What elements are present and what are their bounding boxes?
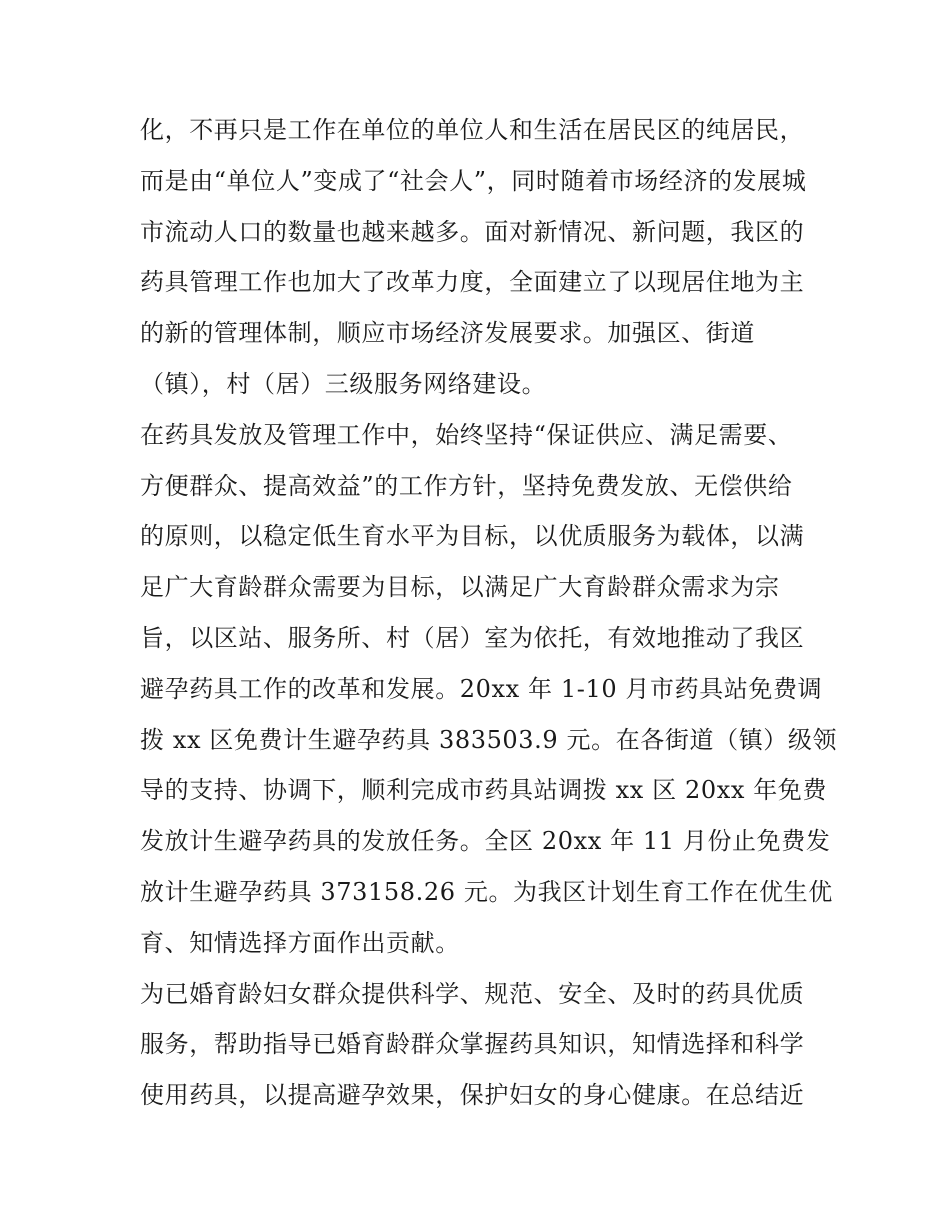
text-line: 育、知情选择方面作出贡献。 (140, 928, 460, 957)
text-line: 足广大育龄群众需要为目标，以满足广大育龄群众需求为宗 (140, 573, 780, 602)
text-line: 而是由“单位人”变成了“社会人”，同时随着市场经济的发展城 (140, 166, 807, 195)
text-line: 使用药具，以提高避孕效果，保护妇女的身心健康。在总结近 (140, 1081, 805, 1110)
text-line: 化，不再只是工作在单位的单位人和生活在居民区的纯居民， (140, 116, 805, 144)
paragraph-2 (140, 410, 838, 969)
text-line: 服务，帮助指导已婚育龄群众掌握药具知识，知情选择和科学 (140, 1030, 805, 1059)
text-line: 的原则，以稳定低生育水平为目标，以优质服务为载体，以满 (140, 522, 805, 551)
text-line: 发放计生避孕药具的发放任务。全区 20xx 年 11 月份止免费发 (140, 827, 831, 856)
paragraph-3 (140, 969, 820, 1121)
text-line: 药具管理工作也加大了改革力度，全面建立了以现居住地为主 (140, 268, 805, 297)
text-line: 为已婚育龄妇女群众提供科学、规范、安全、及时的药具优质 (140, 979, 805, 1008)
text-line: 的新的管理体制，顺应市场经济发展要求。加强区、街道 (140, 319, 755, 348)
text-line: 方便群众、提高效益”的工作方针，坚持免费发放、无偿供给 (140, 471, 793, 500)
text-line: 旨，以区站、服务所、村（居）室为依托，有效地推动了我区 (140, 623, 805, 652)
text-line: 放计生避孕药具 373158.26 元。为我区计划生育工作在优生优 (140, 877, 833, 906)
text-line: 在药具发放及管理工作中，始终坚持“保证供应、满足需要、 (140, 420, 793, 449)
body-text (140, 105, 838, 1121)
text-line: （镇），村（居）三级服务网络建设。 (140, 369, 547, 398)
paragraph-1 (140, 105, 820, 410)
text-line: 拨 xx 区免费计生避孕药具 383503.9 元。在各街道（镇）级领 (140, 725, 838, 754)
text-line: 导的支持、协调下，顺利完成市药具站调拨 xx 区 20xx 年免费 (140, 776, 827, 805)
text-line: 市流动人口的数量也越来越多。面对新情况、新问题，我区的 (140, 217, 805, 246)
text-line: 避孕药具工作的改革和发展。20xx 年 1-10 月市药具站免费调 (140, 674, 823, 703)
